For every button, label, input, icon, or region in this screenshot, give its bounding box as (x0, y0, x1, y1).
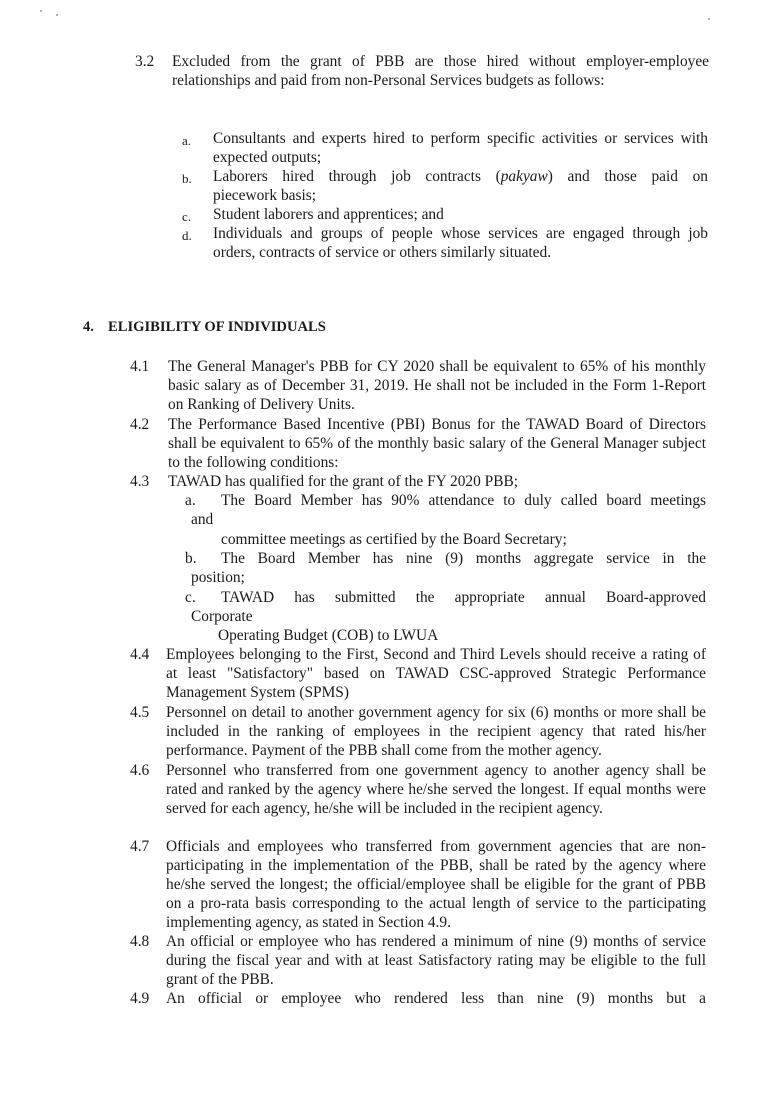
sub-line: and (191, 511, 214, 528)
item-number: 4.2 (130, 416, 150, 433)
item-text: An official or employee who has rendered a minimum of nine (9) months of service during the fiscal year and with at least Satisfactory rating may be eligible to the full grant of the PBB. (166, 933, 706, 988)
list-item-text: Student laborers and apprentices; and (213, 206, 444, 223)
sub-label: c. (185, 589, 196, 606)
list-label: a. (182, 133, 192, 148)
item-number: 4.8 (130, 933, 150, 950)
sub-line: Operating Budget (COB) to LWUA (218, 627, 439, 644)
sub-label: b. (185, 550, 197, 567)
section-3-2-text: Excluded from the grant of PBB are those hired without employer-employee relationships and paid from non-Personal Services budgets as follows: (172, 53, 709, 89)
section-4-title: ELIGIBILITY OF INDIVIDUALS (108, 319, 326, 335)
item-text: The General Manager's PBB for CY 2020 shall be equivalent to 65% of his monthly basic salary as of December 31, 2019. He shall not be included in the Form 1-Report on Ranking of Delivery Units. (168, 358, 706, 413)
list-item-text-segment: ) and those paid on (547, 168, 708, 185)
item-text: Personnel who transferred from one government agency to another agency shall be rated and ranked by the agency where he/she served the longest. If equal months were served for each agency, he/she will be included in the recipient agency. (166, 762, 706, 817)
list-label: c. (182, 209, 192, 224)
item-number: 4.5 (130, 704, 150, 721)
sub-line: committee meetings as certified by the Board Secretary; (221, 531, 567, 548)
list-item-text: Individuals and groups of people whose services are engaged through job orders, contracts of service or others similarly situated. (213, 225, 708, 261)
section-3-2-number: 3.2 (135, 53, 155, 70)
list-item-italic-term: pakyaw (500, 168, 548, 185)
sub-line: TAWAD has submitted the appropriate annual Board-approved (221, 589, 706, 606)
item-number: 4.4 (130, 646, 150, 663)
list-item-text-segment: Laborers hired through job contracts ( (213, 168, 501, 185)
scan-speck (56, 14, 58, 16)
sub-line: The Board Member has 90% attendance to duly called board meetings (221, 492, 706, 509)
list-item-line (213, 167, 708, 186)
item-number: 4.6 (130, 762, 150, 779)
item-number: 4.9 (130, 990, 150, 1007)
list-item-line: piecework basis; (213, 187, 317, 204)
item-text: The Performance Based Incentive (PBI) Bonus for the TAWAD Board of Directors shall be equivalent to 65% of the monthly basic salary of the General Manager subject to the following conditions: (168, 416, 706, 471)
list-item-text: Consultants and experts hired to perform specific activities or services with expected outputs; (213, 130, 708, 166)
item-number: 4.3 (130, 473, 150, 490)
item-text: TAWAD has qualified for the grant of the FY 2020 PBB; (168, 473, 519, 490)
list-item-text (213, 167, 708, 205)
scan-speck (708, 18, 710, 20)
sub-line: Corporate (191, 608, 253, 625)
list-label: b. (182, 171, 192, 186)
sub-line: The Board Member has nine (9) months aggregate service in the (221, 550, 706, 567)
scan-speck (40, 10, 42, 12)
item-text: An official or employee who rendered less than nine (9) months but a (166, 990, 706, 1007)
item-text: Personnel on detail to another government agency for six (6) months or more shall be included in the ranking of employees in the recipient agency that rated his/her performance. Payment of the PBB shall come from the mother agency. (166, 704, 706, 759)
sub-line: position; (191, 569, 245, 586)
item-text: Employees belonging to the First, Second and Third Levels should receive a rating of at least "Satisfactory" based on TAWAD CSC-approved Strategic Performance Management System (SPMS) (166, 646, 706, 701)
section-4-number: 4. (83, 319, 94, 335)
item-text: Officials and employees who transferred from government agencies that are non-participating in the implementation of the PBB, shall be rated by the agency where he/she served the longest; the official/employee shall be eligible for the grant of PBB on a pro-rata basis corresponding to the actual length of service to the participating implementing agency, as stated in Section 4.9. (166, 838, 706, 931)
item-number: 4.7 (130, 838, 150, 855)
item-number: 4.1 (130, 358, 150, 375)
sub-label: a. (185, 492, 196, 509)
list-label: d. (182, 228, 192, 243)
